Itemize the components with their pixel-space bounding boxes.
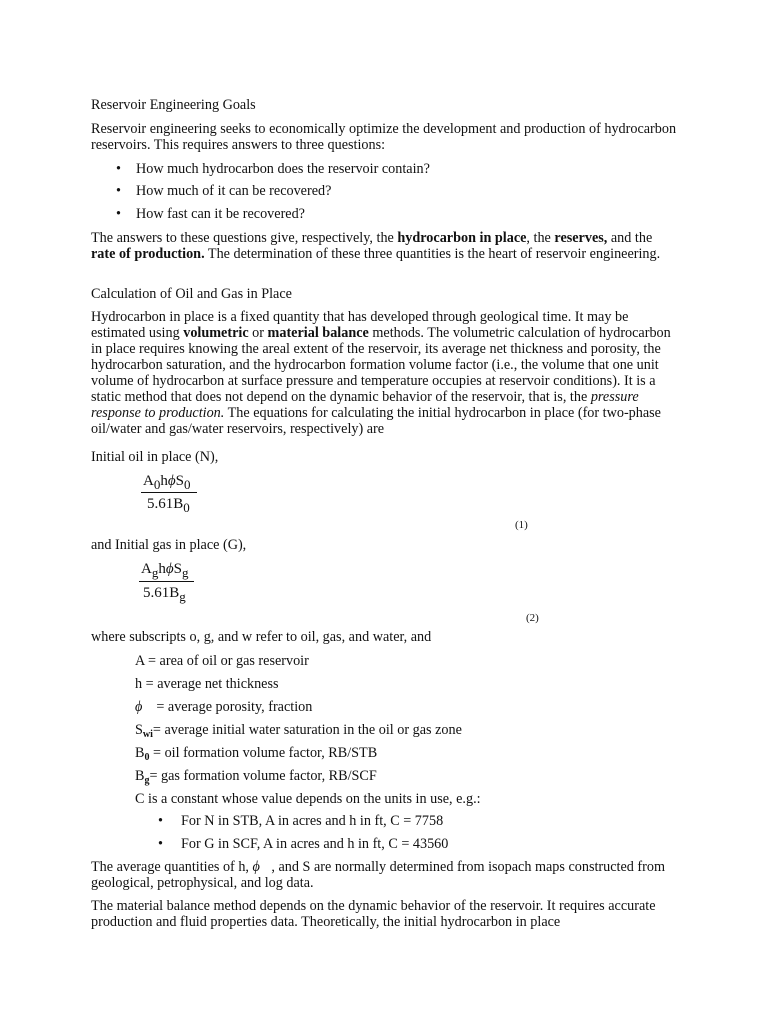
gas-formula-denominator: $5.61B_g$ (143, 585, 186, 604)
unit-oil: For N in STB, A in acres and h in ft, C = 7758 (181, 813, 444, 829)
bullet-icon: • (116, 206, 121, 222)
unit-gas: For G in SCF, A in acres and h in ft, C = 43560 (181, 836, 449, 852)
def-thickness: h = average net thickness (135, 676, 279, 692)
bullet-icon: • (158, 813, 163, 829)
material-balance-paragraph: The material balance method depends on the dynamic behavior of the reservoir. It requires accurate production and fluid properties data. Theoretically, the initial hydrocarbon in place (91, 898, 656, 930)
question-1: How much hydrocarbon does the reservoir contain? (136, 161, 430, 177)
oil-formula-numerator: $A_0h\phi S_0$ (143, 473, 191, 492)
bullet-icon: • (116, 183, 121, 199)
oil-label: Initial oil in place (N), (91, 449, 219, 465)
gas-label: and Initial gas in place (G), (91, 537, 247, 553)
bullet-icon: • (158, 836, 163, 852)
def-constant: C is a constant whose value depends on the units in use, e.g.: (135, 791, 481, 807)
average-quantities-paragraph: The average quantities of h, ϕ , and S are normally determined from isopach maps constructed from geological, petrophysical, and log data. (91, 859, 665, 891)
def-area: A = area of oil or gas reservoir (135, 653, 309, 669)
gas-formula-numerator: $A_gh\phi S_g$ (141, 561, 189, 580)
question-3: How fast can it be recovered? (136, 206, 305, 222)
equation-number-2: (2) (526, 612, 539, 624)
fraction-bar (141, 492, 197, 493)
def-gas-fvf: $B_g=$ gas formation volume factor, RB/SCF (135, 768, 377, 786)
where-line: where subscripts o, g, and w refer to oil, gas, and water, and (91, 629, 432, 645)
answers-paragraph: The answers to these questions give, respectively, the hydrocarbon in place, the reserves, and the rate of production. The determination of these three quantities is the heart of reservoir engineering. (91, 230, 661, 262)
def-oil-fvf: $B_0$ = oil formation volume factor, RB/STB (135, 745, 378, 763)
section-heading: Calculation of Oil and Gas in Place (91, 286, 292, 302)
fraction-bar (139, 581, 194, 582)
bullet-icon: • (116, 161, 121, 177)
def-porosity: ϕ = average porosity, fraction (135, 699, 313, 715)
def-water-saturation: $S_{wi}=$ average initial water saturation in the oil or gas zone (135, 722, 462, 740)
hcip-paragraph: Hydrocarbon in place is a fixed quantity that has developed through geological time. It may be estimated using volumetric or material balance methods. The volumetric calculation of hydrocarbon in place requires knowing the areal extent of the reservoir, its average net thickness and porosity, the hydrocarbon saturation, and the hydrocarbon formation volume factor (i.e., the volume that one unit volume of hydrocarbon at surface pressure and temperature occupies at reservoir conditions). It is a static method that does not depend on the dynamic behavior of the reservoir, that is, the pressure response to production. The equations for calculating the initial hydrocarbon in place (for two-phase oil/water and gas/water reservoirs, respectively) are (91, 309, 671, 437)
intro-paragraph: Reservoir engineering seeks to economically optimize the development and production of hydrocarbon reservoirs. This requires answers to three questions: (91, 121, 677, 153)
question-2: How much of it can be recovered? (136, 183, 332, 199)
equation-number-1: (1) (515, 519, 528, 531)
page-title: Reservoir Engineering Goals (91, 97, 256, 113)
oil-formula-denominator: $5.61B_0$ (147, 496, 190, 515)
